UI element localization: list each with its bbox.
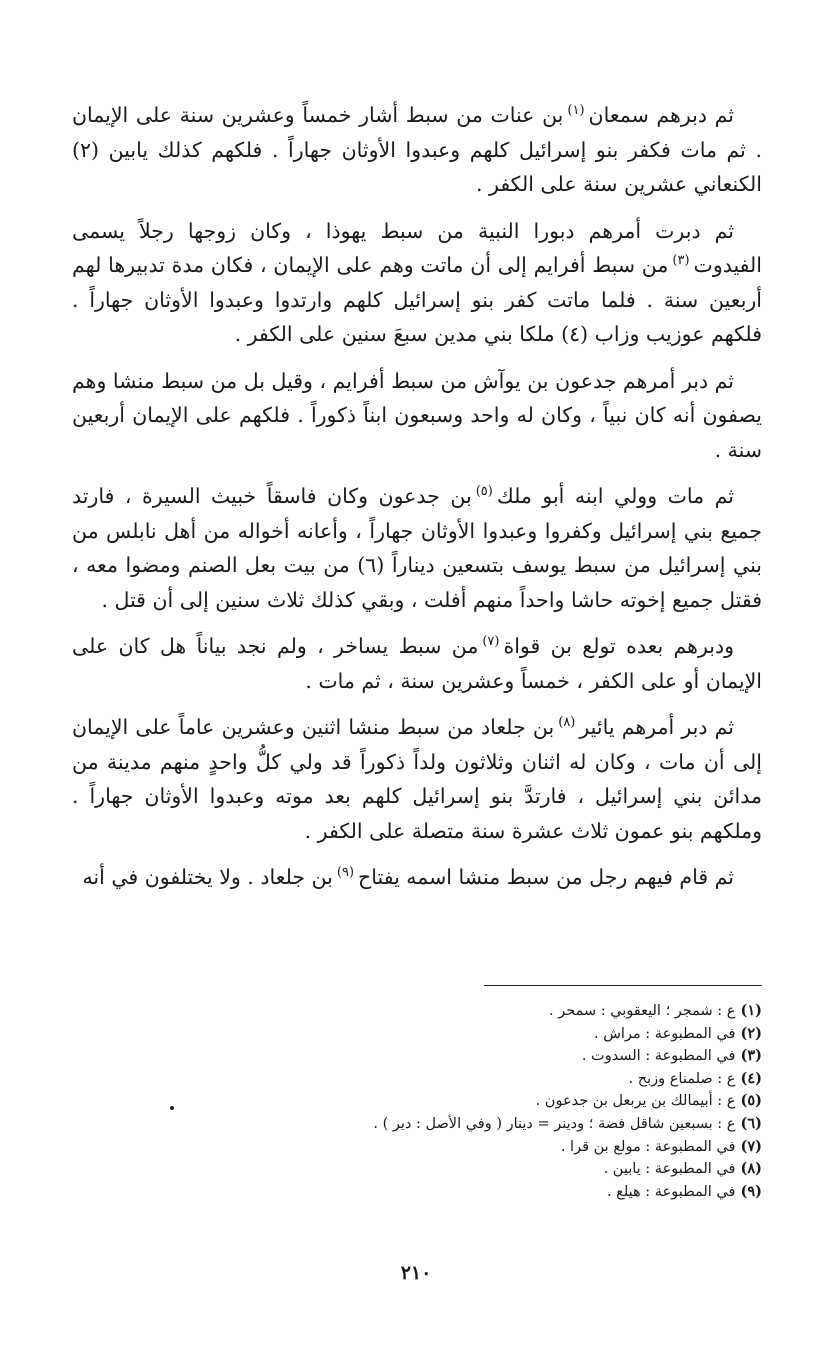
main-text xyxy=(72,98,762,907)
footnote-text: ع : شمجر ؛ اليعقوبي : سمحر . xyxy=(548,1003,736,1019)
page-number: ٢١٠ xyxy=(400,1262,432,1284)
footnote-text: ع : أبيمالك بن يربعل بن جدعون . xyxy=(535,1093,736,1110)
footnote-number: (٧) xyxy=(740,1137,762,1155)
footnote-marker: (٩) xyxy=(336,865,355,880)
paragraph xyxy=(72,98,762,202)
footnote-marker: (١) xyxy=(567,103,585,118)
footnote-marker: (٨) xyxy=(558,715,576,730)
footnote-text: ع : صلمناع وزبح . xyxy=(628,1070,736,1087)
paragraph xyxy=(72,710,762,848)
paragraph-text: ثم قام فيهم رجل من سبط منشا اسمه يفتاح xyxy=(358,865,734,889)
footnote-text: في المطبوعة : مراش . xyxy=(593,1025,736,1042)
paragraph xyxy=(72,214,762,352)
paragraph-text: من سبط أفرايم إلى أن ماتت وهم على الإيمان ، فكان مدة تدبيرها لهم أربعين سنة . فلما ماتت كفر بنو إسرائيل كلهم وارتدوا وعبدوا الأوثان جهاراً . فلكهم عوزيب وزاب (٤) ملكا بني مدين سبعَ سنين على الكفر . xyxy=(72,253,762,346)
footnote-number: (٣) xyxy=(740,1047,762,1065)
footnote-marker: (٣) xyxy=(672,253,690,268)
footnote-number: (٤) xyxy=(740,1069,762,1087)
paragraph-text: ثم دبرهم سمعان xyxy=(588,103,735,127)
paragraph-text: بن جدعون وكان فاسقاً خبيث السيرة ، فارتد جميع بني إسرائيل وكفروا وعبدوا الأوثان جهاراً ، وأعانه أخواله من أهل نابلس من بني إسرائيل من سبط يوسف بتسعين ديناراً (٦) من بيت بعل الصنم ومضوا معه ، فقتل جميع إخوته حاشا واحداً منهم أفلت ، وبقي كذلك ثلاث سنين إلى أن قتل . xyxy=(72,484,762,612)
footnote-marker: (٧) xyxy=(482,634,500,649)
footnote-text: في المطبوعة : يابين . xyxy=(603,1161,736,1178)
footnote-number: (٩) xyxy=(740,1182,762,1200)
footnote-marker xyxy=(707,438,715,453)
footnote-text: في المطبوعة : هيلع . xyxy=(606,1183,736,1200)
footnote-text: في المطبوعة : السدوت . xyxy=(581,1048,736,1065)
footnote-number: (١) xyxy=(740,1002,762,1019)
paragraph xyxy=(72,364,762,468)
footnote-text: في المطبوعة : مولع بن قرا . xyxy=(560,1138,736,1155)
footnote xyxy=(150,1045,762,1068)
paragraph-text: بن جلعاد . ولا يختلفون في أنه xyxy=(82,865,333,889)
footnote xyxy=(150,1023,762,1046)
footnotes xyxy=(150,1000,762,1203)
footnote-separator xyxy=(484,985,762,986)
footnote-marker: (٥) xyxy=(475,484,493,499)
paragraph-text: ودبرهم بعده تولع بن قواة xyxy=(503,634,735,658)
print-speck xyxy=(170,1106,174,1110)
footnote xyxy=(150,1068,762,1091)
footnote xyxy=(150,1000,762,1023)
footnote-number: (٨) xyxy=(740,1160,762,1178)
paragraph-text: ثم دبرت أمرهم دبورا النبية من سبط يهوذا ، وكان زوجها رجلاً يسمى الفيدوت xyxy=(72,218,762,277)
footnote xyxy=(150,1136,762,1159)
paragraph-text: ثم مات وولي ابنه أبو ملك xyxy=(496,484,735,508)
footnote-number: (٥) xyxy=(740,1092,762,1110)
footnote xyxy=(150,1158,762,1181)
paragraph xyxy=(72,860,762,895)
paragraph xyxy=(72,479,762,617)
paragraph-text: بن عنات من سبط أشار خمساً وعشرين سنة على الإيمان . ثم مات فكفر بنو إسرائيل كلهم وعبدوا الأوثان جهاراً . فلكهم كذلك يابين (٢) الكنعاني عشرين سنة على الكفر . xyxy=(72,103,762,196)
paragraph-text: ثم دبر أمرهم يائير xyxy=(579,715,735,739)
paragraph-text: بن جلعاد من سبط منشا اثنين وعشرين عاماً على الإيمان إلى أن مات ، وكان له اثنان وثلاثون ولداً ذكوراً قد ولي كلُّ واحدٍ منهم مدينة من مدائن بني إسرائيل ، فارتدَّ بنو إسرائيل كلهم بعد موته وعبدوا الأوثان جهاراً . وملكهم بنو عمون ثلاث عشرة سنة متصلة على الكفر . xyxy=(72,715,762,843)
paragraph-text: ثم دبر أمرهم جدعون بن يوآش من سبط أفرايم ، وقيل بل من سبط منشا وهم يصفون أنه كان نبياً ، وكان له واحد وسبعون ابناً ذكوراً . فلكهم على الإيمان أربعين سنة . xyxy=(72,368,762,462)
paragraph xyxy=(72,629,762,698)
footnote xyxy=(150,1090,762,1113)
footnote-text: ع : بسبعين شاقل فضة ؛ ودينر = دينار ( وفي الأصل : دير ) . xyxy=(373,1115,736,1132)
footnote xyxy=(150,1181,762,1204)
footnote xyxy=(150,1113,762,1136)
footnote-number: (٢) xyxy=(740,1024,762,1042)
paragraph-text: من سبط يساخر ، ولم نجد بياناً هل كان على الإيمان أو على الكفر ، خمساً وعشرين سنة ، ثم مات . xyxy=(72,634,762,693)
footnote-number: (٦) xyxy=(740,1114,762,1132)
